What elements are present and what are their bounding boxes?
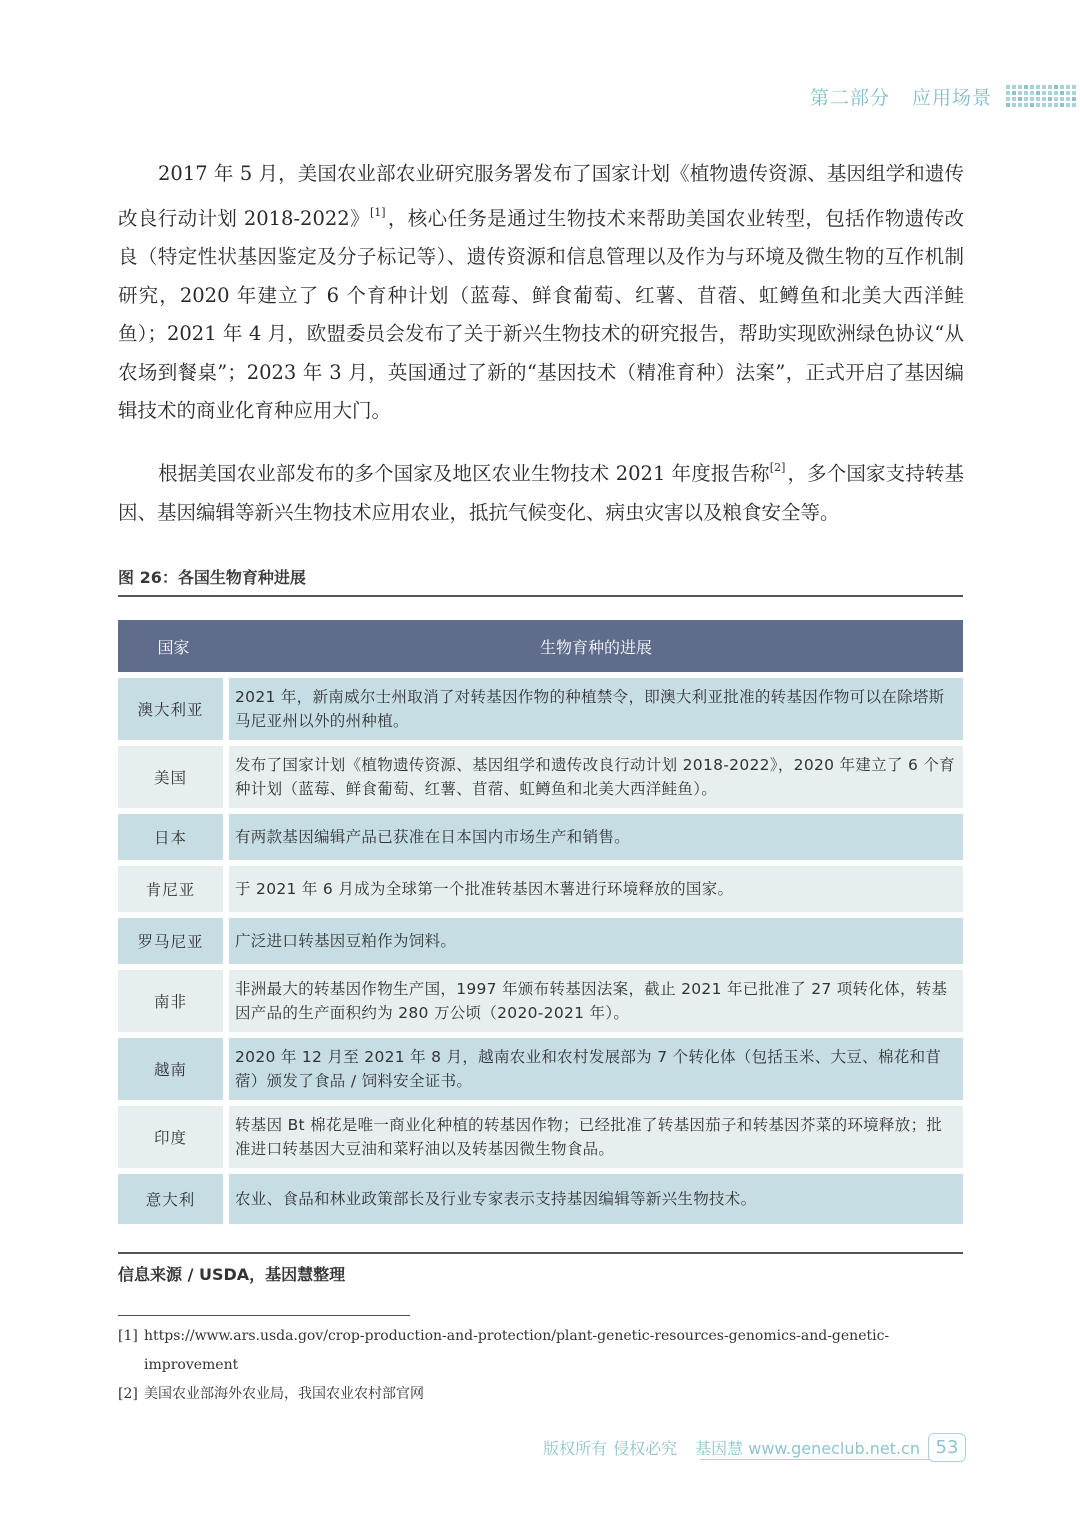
progress-cell: 有两款基因编辑产品已获准在日本国内市场生产和销售。 xyxy=(229,814,963,860)
reference-2: [2] xyxy=(769,461,786,474)
table-row xyxy=(118,970,963,1032)
table-row xyxy=(118,866,963,912)
figure-source: 信息来源 / USDA，基因慧整理 xyxy=(118,1265,346,1284)
progress-cell: 于 2021 年 6 月成为全球第一个批准转基因木薯进行环境释放的国家。 xyxy=(229,866,963,912)
progress-cell: 2020 年 12 月至 2021 年 8 月，越南农业和农村发展部为 7 个转化体（包括玉米、大豆、棉花和苜蓿）颁发了食品 / 饲料安全证书。 xyxy=(229,1038,963,1100)
footer-text xyxy=(537,1436,920,1459)
page-header xyxy=(788,80,1080,112)
table-row xyxy=(118,678,963,740)
footer-warning: 侵权必究 xyxy=(613,1439,678,1458)
footer-brand: 基因慧 www.geneclub.net.cn xyxy=(695,1439,920,1458)
country-cell: 肯尼亚 xyxy=(118,866,229,912)
page-number: 53 xyxy=(928,1433,966,1462)
progress-header: 生物育种的进展 xyxy=(229,620,963,672)
paragraph-2: 根据美国农业部发布的多个国家及地区农业生物技术 2021 年度报告称[2] ，多个国家支持转基因、基因编辑等新兴生物技术应用农业，抵抗气候变化、病虫灾害以及粮食安全等。 xyxy=(118,461,964,524)
country-cell: 澳大利亚 xyxy=(118,678,229,740)
footnote-2: [2] 美国农业部海外农业局，我国农业农村部官网 xyxy=(118,1386,424,1402)
progress-cell: 转基因 Bt 棉花是唯一商业化种植的转基因作物；已经批准了转基因茄子和转基因芥菜的环境释放；批准进口转基因大豆油和菜籽油以及转基因微生物食品。 xyxy=(229,1106,963,1168)
table-row xyxy=(118,814,963,860)
page-footer xyxy=(0,1434,1080,1460)
table-row xyxy=(118,918,963,964)
progress-cell: 2021 年，新南威尔士州取消了对转基因作物的种植禁令，即澳大利亚批准的转基因作物可以在除塔斯马尼亚州以外的州种植。 xyxy=(229,678,963,740)
footnote-1: [1] https://www.ars.usda.gov/crop-production-and-protection/plant-genetic-resources-genomics-and-genetic- improvement xyxy=(118,1328,890,1373)
country-cell: 美国 xyxy=(118,746,229,808)
footnote-link[interactable]: https://www.ars.usda.gov/crop-production-and-protection/plant-genetic-resources-genomics-and-genetic- xyxy=(144,1328,890,1344)
figure-bottom-rule xyxy=(118,1252,963,1254)
paragraph-1: 2017 年 5 月，美国农业部农业研究服务署发布了国家计划《植物遗传资源、基因组学和遗传改良行动计划 2018-2022》[1] ，核心任务是通过生物技术来帮助美国农业转型，包括作物遗传改良（特定性状基因鉴定及分子标记等）、遗传资源和信息管理以及作为与环境及微生物的互作机制研究，2020 年建立了 6 个育种计划（蓝莓、鲜食葡萄、红薯、苜蓿、虹鳟鱼和北美大西洋鲑鱼）；2021 年 4 月，欧盟委员会发布了关于新兴生物技术的研究报告，帮助实现欧洲绿色协议“从农场到餐桌”；2023 年 3 月，英国通过了新的“基因技术（精准育种）法案”，正式开启了基因编辑技术的商业化育种应用大门。 xyxy=(118,162,964,422)
table-row xyxy=(118,1038,963,1100)
progress-cell: 发布了国家计划《植物遗传资源、基因组学和遗传改良行动计划 2018-2022》，2020 年建立了 6 个育种计划（蓝莓、鲜食葡萄、红薯、苜蓿、虹鳟鱼和北美大西洋鲑鱼）。 xyxy=(229,746,963,808)
section-name: 应用场景 xyxy=(911,86,992,109)
progress-cell: 非洲最大的转基因作物生产国，1997 年颁布转基因法案，截止 2021 年已批准了 27 项转化体，转基因产品的生产面积约为 280 万公顷（2020-2021 年）。 xyxy=(229,970,963,1032)
country-header: 国家 xyxy=(118,620,229,672)
table-row xyxy=(118,746,963,808)
country-cell: 日本 xyxy=(118,814,229,860)
country-cell: 印度 xyxy=(118,1106,229,1168)
footer-rights: 版权所有 xyxy=(543,1439,608,1458)
country-cell: 越南 xyxy=(118,1038,229,1100)
part-label: 第二部分 xyxy=(809,86,890,109)
figure-top-rule xyxy=(118,595,963,597)
progress-cell: 农业、食品和林业政策部长及行业专家表示支持基因编辑等新兴生物技术。 xyxy=(229,1174,963,1224)
country-cell: 罗马尼亚 xyxy=(118,918,229,964)
table-header-row xyxy=(118,620,963,672)
footer-line xyxy=(700,1459,930,1460)
section-label xyxy=(788,83,992,110)
figure-title: 图 26：各国生物育种进展 xyxy=(118,568,306,587)
progress-cell: 广泛进口转基因豆粕作为饲料。 xyxy=(229,918,963,964)
progress-table xyxy=(118,614,963,1230)
footnote-rule xyxy=(118,1315,410,1316)
country-cell: 南非 xyxy=(118,970,229,1032)
reference-1: [1] xyxy=(369,205,386,219)
country-cell: 意大利 xyxy=(118,1174,229,1224)
table-row xyxy=(118,1106,963,1168)
table-row xyxy=(118,1174,963,1224)
decorative-dots-icon xyxy=(1006,85,1076,107)
